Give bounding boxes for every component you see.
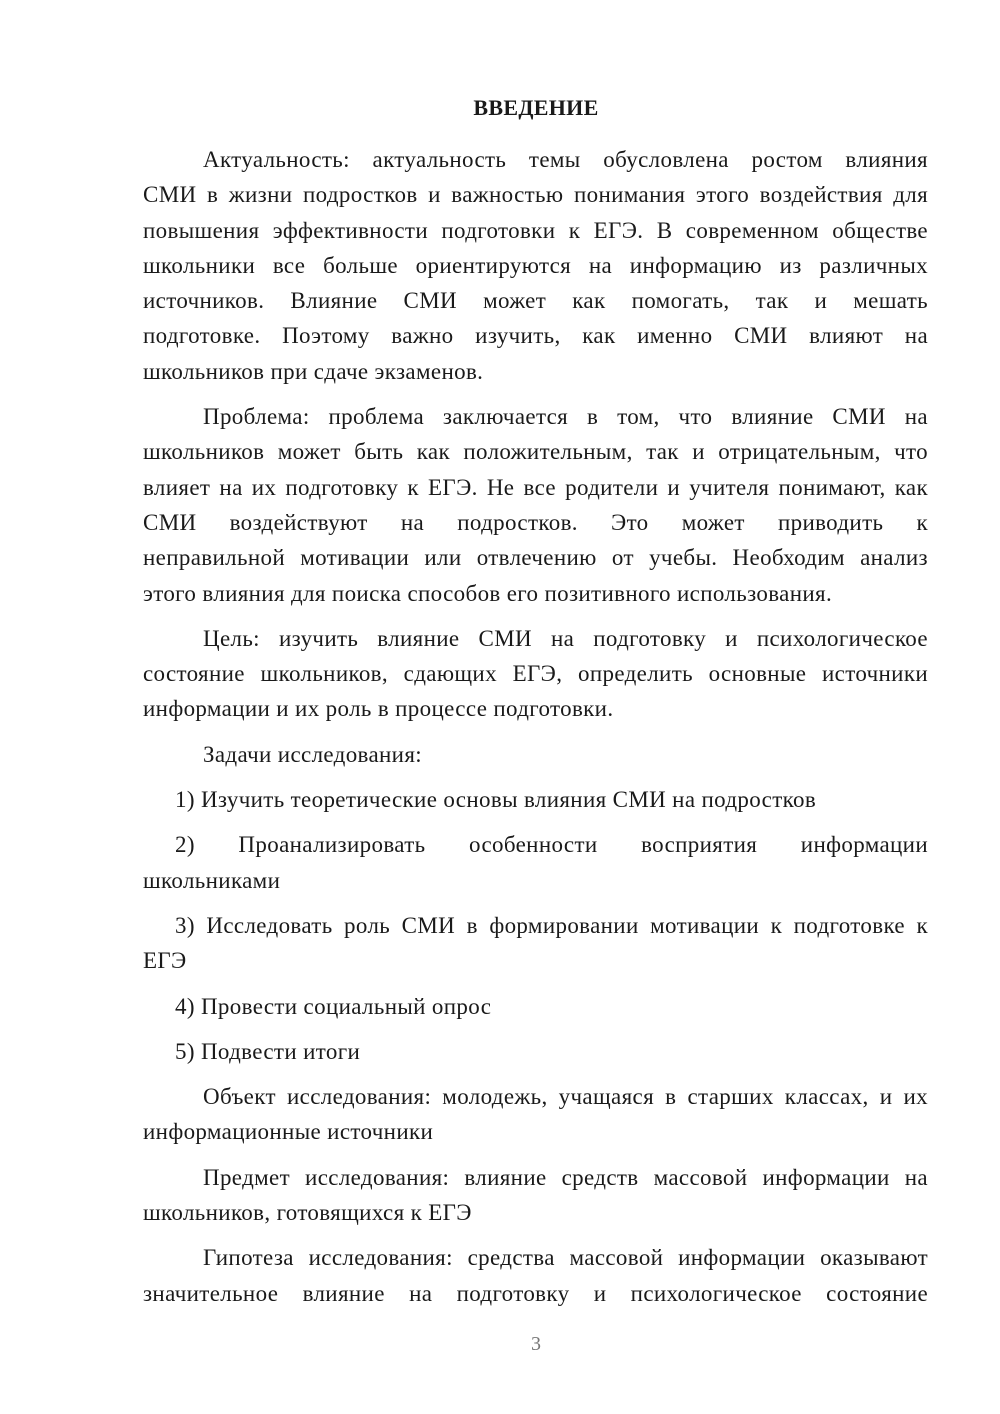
text-line: Предмет исследования: влияние средств массовой информации на — [203, 1164, 928, 1190]
text-line: Объект исследования: молодежь, учащаяся в старших классах, и их — [203, 1084, 928, 1110]
text-line: 3) Исследовать роль СМИ в формировании мотивации к подготовке к — [175, 912, 928, 938]
text-line: повышения эффективности подготовки к ЕГЭ. В современном обществе — [143, 217, 928, 243]
text-line: состояние школьников, сдающих ЕГЭ, определить основные источники — [143, 661, 928, 687]
paragraph — [143, 1034, 928, 1069]
paragraph — [143, 1079, 928, 1150]
text-line: школьники все больше ориентируются на информацию из различных — [143, 252, 928, 278]
paragraph — [143, 782, 928, 817]
paragraph — [143, 621, 928, 727]
text-line: СМИ в жизни подростков и важностью понимания этого воздействия для — [143, 182, 928, 208]
text-line: Проблема: проблема заключается в том, что влияние СМИ на — [203, 404, 928, 430]
text-line: ЕГЭ — [143, 948, 187, 974]
page-number: 3 — [531, 1333, 541, 1355]
text-line: 5) Подвести итоги — [175, 1038, 361, 1064]
text-line: Цель: изучить влияние СМИ на подготовку и психологическое — [203, 625, 928, 651]
text-line: информационные источники — [143, 1119, 434, 1145]
text-line: источников. Влияние СМИ может как помогать, так и мешать — [143, 288, 928, 314]
paragraph — [143, 827, 928, 898]
paragraph — [143, 142, 928, 389]
paragraph — [143, 1240, 928, 1311]
text-line: подготовке. Поэтому важно изучить, как именно СМИ влияют на — [143, 323, 928, 349]
text-line: Актуальность: актуальность темы обусловлена ростом влияния — [203, 147, 928, 172]
document-body — [143, 142, 928, 1311]
text-line: 1) Изучить теоретические основы влияния СМИ на подростков — [175, 787, 817, 813]
text-line: 4) Провести социальный опрос — [175, 993, 492, 1019]
text-line: 2) Проанализировать особенности восприятия информации — [175, 832, 928, 858]
text-line: СМИ воздействуют на подростков. Это может приводить к — [143, 509, 928, 535]
text-line: неправильной мотивации или отвлечению от учебы. Необходим анализ — [143, 545, 928, 571]
text-line: школьников при сдаче экзаменов. — [143, 358, 484, 384]
paragraph — [143, 737, 928, 772]
paragraph — [143, 908, 928, 979]
text-line: информации и их роль в процессе подготовки. — [143, 696, 614, 722]
text-line: влияет на их подготовку к ЕГЭ. Не все родители и учителя понимают, как — [143, 474, 928, 500]
text-line: Гипотеза исследования: средства массовой информации оказывают — [203, 1245, 928, 1271]
text-line: школьников может быть как положительным, так и отрицательным, что — [143, 439, 928, 465]
text-line: школьниками — [143, 867, 281, 893]
text-line: этого влияния для поиска способов его позитивного использования. — [143, 580, 833, 606]
section-heading: ВВЕДЕНИЕ — [473, 95, 599, 120]
paragraph — [143, 989, 928, 1024]
paragraph — [143, 399, 928, 611]
paragraph — [143, 1160, 928, 1231]
text-line: значительное влияние на подготовку и психологическое состояние — [143, 1280, 928, 1306]
text-line: школьников, готовящихся к ЕГЭ — [143, 1200, 472, 1226]
text-line: Задачи исследования: — [203, 741, 423, 767]
